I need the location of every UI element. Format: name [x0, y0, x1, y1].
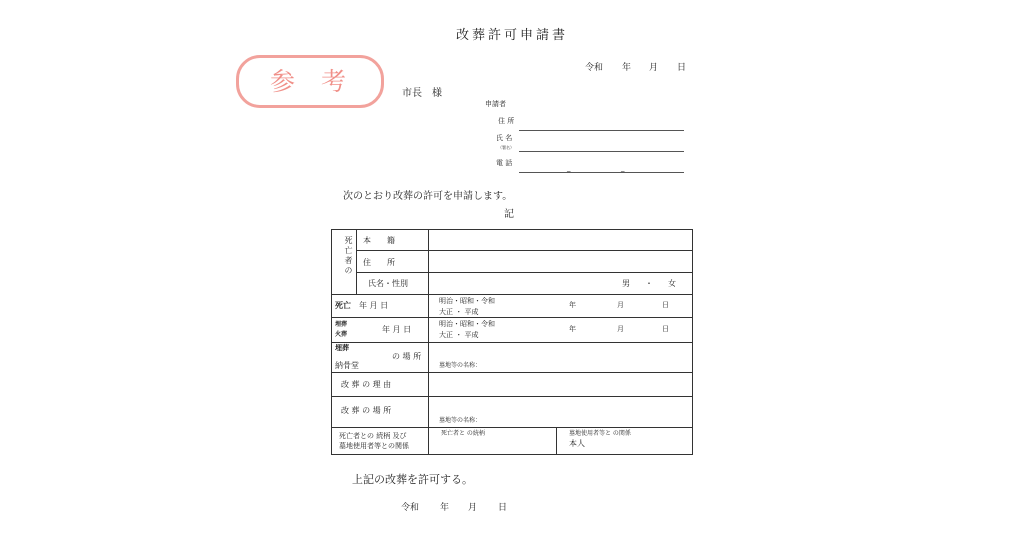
- name-sex-label: 氏名・性別: [368, 279, 408, 288]
- ki-marker: 記: [504, 209, 514, 220]
- burial-place-field[interactable]: [492, 354, 688, 370]
- deceased-address-label: 住 所: [363, 258, 395, 267]
- reburial-place-field[interactable]: [492, 408, 688, 424]
- sex-male-option[interactable]: 男: [622, 279, 630, 288]
- approval-text: 上記の改葬を許可する。: [352, 473, 473, 486]
- addressee: 市長 様: [402, 88, 442, 99]
- burial-label-b: 火葬: [335, 331, 348, 338]
- relation-to-user-label: 墓地使用者等と の関係: [569, 430, 631, 437]
- death-date-label-a: 死亡: [335, 301, 351, 310]
- death-year: 年: [569, 301, 576, 309]
- honseki-label: 本 籍: [363, 236, 395, 245]
- applicant-heading: 申請者: [485, 100, 506, 108]
- applicant-name-line[interactable]: [519, 151, 684, 152]
- place-label-a: 埋葬: [335, 344, 349, 352]
- phone-separator-1: _: [567, 164, 571, 172]
- deceased-name-field[interactable]: [431, 275, 611, 291]
- reburial-place-label: 改 葬 の 場 所: [341, 406, 392, 415]
- applicant-address-label: 住 所: [498, 117, 515, 125]
- date-bottom-era: 令和: [401, 503, 420, 513]
- place-cemetery-name: 墓地等の名称：: [439, 362, 482, 369]
- place-label-b: 納骨堂: [335, 361, 359, 370]
- death-eras-line2: 大正 ・ 平成: [439, 308, 479, 316]
- burial-label-a: 埋葬: [335, 321, 348, 328]
- burial-year: 年: [569, 325, 576, 333]
- honseki-field[interactable]: [431, 232, 689, 248]
- deceased-group-label: 死亡者の: [344, 236, 353, 276]
- date-top-era: 令和: [585, 63, 604, 73]
- relation-to-user-value: 本人: [569, 439, 585, 448]
- death-date-label-b: 年 月 日: [359, 301, 389, 310]
- date-bottom-day: 日: [498, 503, 508, 513]
- reason-field[interactable]: [431, 375, 689, 393]
- relation-to-deceased-field[interactable]: [431, 436, 553, 452]
- burial-label-c: 年 月 日: [382, 325, 412, 334]
- burial-eras-line1: 明治・昭和・令和: [439, 320, 495, 328]
- relation-to-deceased-label: 死亡者と の続柄: [441, 430, 485, 437]
- sex-female-option[interactable]: 女: [668, 279, 676, 288]
- applicant-phone-line[interactable]: [519, 172, 684, 173]
- death-eras-line1: 明治・昭和・令和: [439, 297, 495, 305]
- signature-note: （署名）: [498, 145, 514, 150]
- burial-month: 月: [617, 325, 624, 333]
- application-form-table: [331, 229, 693, 455]
- place-label-c: の 場 所: [392, 352, 422, 361]
- death-month: 月: [617, 301, 624, 309]
- date-top-month: 月: [649, 63, 659, 73]
- date-top-day: 日: [677, 63, 687, 73]
- phone-separator-2: _: [621, 164, 625, 172]
- burial-day: 日: [662, 325, 669, 333]
- reason-label: 改 葬 の 理 由: [341, 380, 392, 389]
- sex-separator: ・: [645, 279, 653, 288]
- applicant-name-label: 氏 名: [496, 134, 513, 142]
- deceased-address-field[interactable]: [431, 254, 689, 270]
- death-day: 日: [662, 301, 669, 309]
- applicant-phone-label: 電 話: [496, 159, 513, 167]
- applicant-address-line[interactable]: [519, 130, 684, 131]
- document-title: 改葬許可申請書: [455, 28, 568, 43]
- burial-eras-line2: 大正 ・ 平成: [439, 331, 479, 339]
- date-top-year: 年: [622, 63, 632, 73]
- date-bottom-month: 月: [468, 503, 478, 513]
- date-bottom-year: 年: [440, 503, 450, 513]
- relation-label-line2: 墓地使用者等との関係: [339, 442, 409, 450]
- intro-text: 次のとおり改葬の許可を申請します。: [343, 191, 513, 202]
- relation-label-line1: 死亡者との 続柄 及び: [339, 432, 407, 440]
- reburial-cemetery-name: 墓地等の名称：: [439, 417, 482, 424]
- reference-stamp: 参考: [236, 55, 384, 108]
